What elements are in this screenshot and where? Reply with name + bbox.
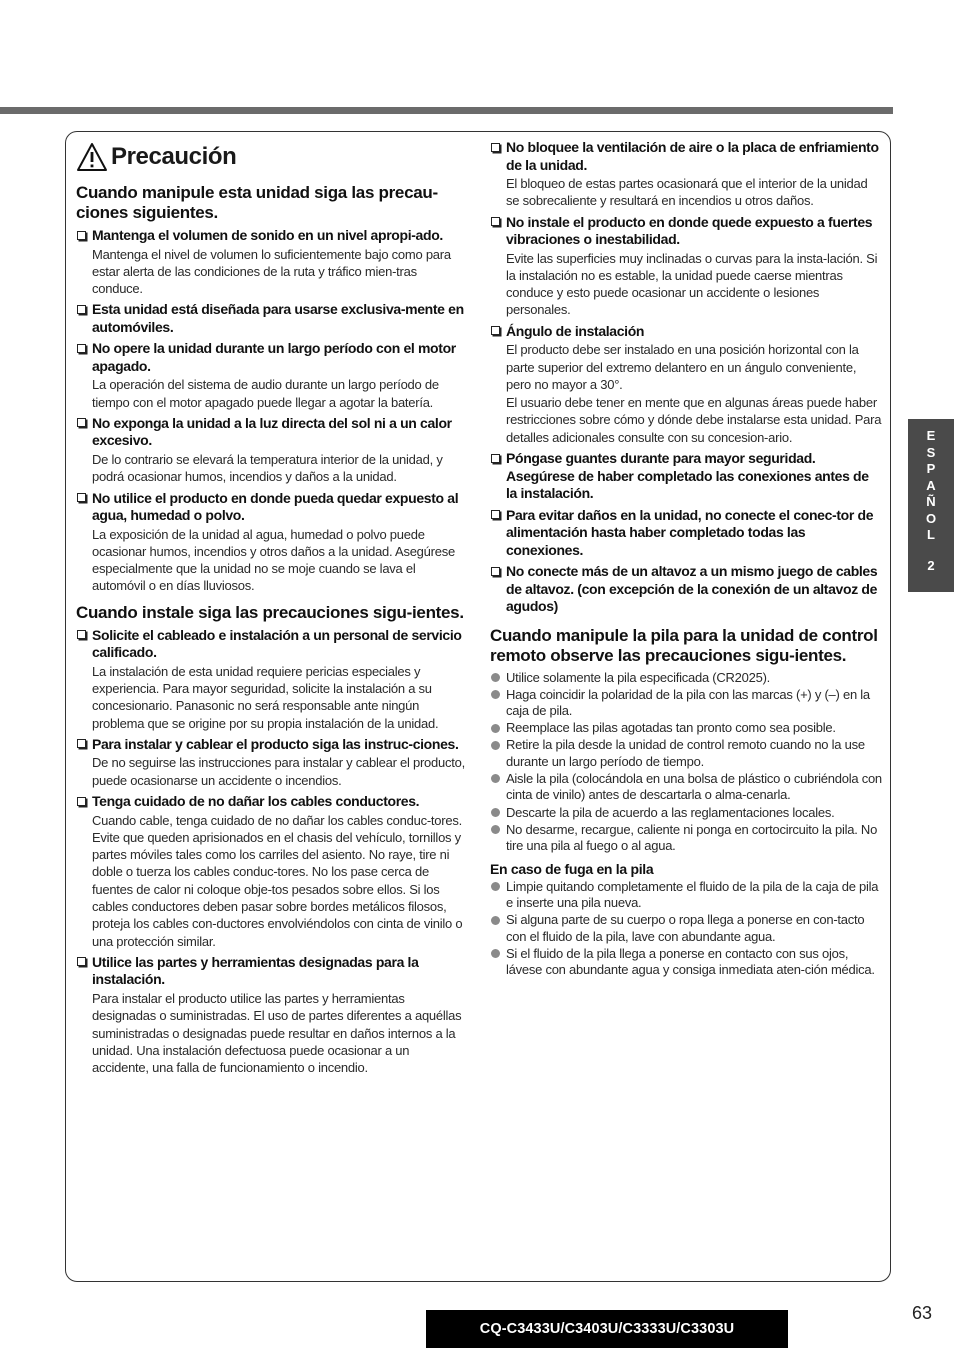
page-number: 63 [912, 1303, 933, 1323]
section-heading: Cuando instale siga las precauciones sigu-ientes. [76, 602, 464, 622]
battery-list [490, 670, 883, 855]
item-heading: No opere la unidad durante un largo período con el motor apagado. [92, 340, 456, 374]
list-item: No desarme, recargue, caliente ni ponga en cortocircuito la pila. No tire una pila al fuego o al agua. [490, 822, 883, 855]
item-heading: Tenga cuidado de no dañar los cables conductores. [92, 793, 420, 810]
item-body: Mantenga el nivel de volumen lo suficientemente bajo como para estar alerta de las condiciones de la ruta y tráfico mien-tras conduce. [92, 246, 451, 297]
item-heading: No bloquee la ventilación de aire o la placa de enfriamiento de la unidad. [506, 139, 879, 173]
item-heading: No conecte más de un altavoz a un mismo juego de cables de altavoz. (con excepción de la conexión de un altavoz de agudos) [506, 563, 878, 615]
caution-item [490, 507, 883, 560]
checkbox-icon [77, 797, 86, 806]
item-body: Evite las superficies muy inclinadas o curvas para la insta-lación. Si la instalación no es estable, la unidad puede caerse mientras conduce y esto puede ocasionar un accidente o lesiones personales. [506, 250, 878, 318]
checkbox-icon [491, 510, 500, 519]
top-rule [0, 107, 893, 114]
item-heading: Para evitar daños en la unidad, no conecte el conec-tor de alimentación hasta haber completado todas las conexiones. [506, 506, 874, 558]
page-title-text: Precaución [111, 143, 237, 170]
list-item: Si alguna parte de su cuerpo o ropa llega a ponerse en con-tacto con el fluido de la pila, lave con abundante agua. [490, 912, 883, 945]
caution-item [76, 627, 468, 732]
item-body: El producto debe ser instalado en una posición horizontal con la parte superior del extremo delantero en un ángulo conveniente, pero no mayor a 30°. [506, 342, 859, 392]
list-item: Haga coincidir la polaridad de la pila con las marcas (+) y (–) en la caja de pila. [490, 687, 883, 720]
item-heading: Póngase guantes durante para mayor seguridad. Asegúrese de haber completado las conexiones antes de la instalación. [506, 450, 869, 502]
item-heading: Ángulo de instalación [506, 322, 645, 339]
list-item: Si el fluido de la pila llega a ponerse en contacto con sus ojos, lávese con abundante agua y consiga inmediata aten-ción médica. [490, 946, 883, 979]
caution-item [490, 450, 883, 503]
bullet-dot-icon [491, 690, 500, 699]
bullet-dot-icon [491, 724, 500, 733]
section-installation [76, 603, 468, 1077]
list-item: Retire la pila desde la unidad de control remoto cuando no la use durante un largo período de tiempo. [490, 737, 883, 770]
bullet-dot-icon [491, 882, 500, 891]
caution-item [76, 490, 468, 595]
checkbox-icon [491, 326, 500, 335]
model-label: CQ-C3433U/C3403U/C3333U/C3303U [426, 1310, 788, 1348]
language-tab-number: 2 [927, 557, 935, 573]
checkbox-icon [77, 493, 86, 502]
checkbox-icon [491, 567, 500, 576]
caution-item [76, 793, 468, 950]
caution-item [76, 340, 468, 411]
item-heading: Mantenga el volumen de sonido en un nivel apropi-ado. [92, 227, 443, 243]
section-heading: Cuando manipule esta unidad siga las precau-ciones siguientes. [76, 183, 438, 222]
left-column [76, 142, 468, 1084]
leak-list [490, 879, 883, 979]
item-body: De lo contrario se elevará la temperatura interior de la unidad, y podrá ocasionar humos, incendios y daños a la unidad. [92, 451, 443, 485]
leak-heading: En caso de fuga en la pila [490, 860, 654, 877]
section-heading: Cuando manipule la pila para la unidad de control remoto observe las precauciones sigu-ientes. [490, 625, 878, 665]
section-handling [76, 183, 468, 595]
item-body: La exposición de la unidad al agua, humedad o polvo puede ocasionar humos, incendios y otros daños a la unidad. Asegúrese especialmente que la unidad no se moje cuando se lava el automóvil o en días lluviosos. [92, 526, 455, 594]
caution-item [76, 301, 468, 336]
list-item: Reemplace las pilas agotadas tan pronto como sea posible. [490, 720, 883, 737]
bullet-dot-icon [491, 774, 500, 783]
checkbox-icon [77, 305, 86, 314]
checkbox-icon [77, 957, 86, 966]
item-body: Para instalar el producto utilice las partes y herramientas designadas o suministradas. El uso de partes diferentes a aquéllas suministradas o designadas puede resultar en daños internos a la unidad. Una instalación defectuosa puede ocasionar a un accidente, una falla de funcionamiento o incendio. [92, 990, 462, 1076]
caution-item [490, 563, 883, 616]
caution-item [76, 227, 468, 297]
item-heading: Para instalar y cablear el producto siga las instruc-ciones. [92, 735, 459, 752]
item-heading: No utilice el producto en donde pueda quedar expuesto al agua, humedad o polvo. [92, 489, 459, 524]
caution-frame [65, 131, 891, 1282]
caution-item [76, 736, 468, 789]
checkbox-icon [491, 143, 500, 152]
checkbox-icon [77, 231, 86, 240]
bullet-dot-icon [491, 673, 500, 682]
item-body: El bloqueo de estas partes ocasionará que el interior de la unidad se sobrecaliente y resultará en incendios u otros daños. [506, 176, 868, 209]
checkbox-icon [77, 630, 86, 639]
item-body-extra: El usuario debe tener en mente que en algunas áreas puede haber restricciones sobre cómo y dónde debe instalarse esta unidad. Para detalles adicionales consulte con su concesion-ario. [506, 395, 882, 445]
bullet-dot-icon [491, 949, 500, 958]
warning-triangle-icon [76, 142, 108, 172]
item-heading: No instale el producto en donde quede expuesto a fuertes vibraciones o inestabilidad. [506, 213, 873, 248]
checkbox-icon [77, 344, 86, 353]
caution-item [76, 415, 468, 486]
item-heading: Solicite el cableado e instalación a un personal de servicio calificado. [92, 626, 462, 661]
bullet-dot-icon [491, 808, 500, 817]
caution-item [490, 214, 883, 319]
item-heading: Esta unidad está diseñada para usarse exclusiva-mente en automóviles. [92, 301, 464, 335]
checkbox-icon [491, 217, 500, 226]
item-body: La instalación de esta unidad requiere pericias especiales y experiencia. Para mayor seguridad, solicite la instalación a su concesionario. Panasonic no será responsable ante ningún problema que se origine por su propia instalación de la unidad. [92, 663, 439, 731]
bullet-dot-icon [491, 916, 500, 925]
item-body: Cuando cable, tenga cuidado de no dañar los cables conduc-tores. Evite que queden aprisionados en el chasis del vehículo, tornillos y partes móviles tales como los carriles del asiento. No raye, tire ni doble o tuerza los cables conduc-tores. No los pase cerca de fuentes de calor ni coloque obje-tos pesados sobre ellos. Si los cables conductores deben pasar sobre bordes metálicos filosos, proteja los cables con-ductores envolviéndolos con cinta de vinilo o una protección similar. [92, 812, 463, 949]
list-item: Utilice solamente la pila especificada (CR2025). [490, 670, 883, 687]
list-item: Descarte la pila de acuerdo a las reglamentaciones locales. [490, 805, 883, 822]
list-item: Aisle la pila (colocándola en una bolsa de plástico o cubriéndola con cinta de vinilo) antes de descartarla o alma-cenarla. [490, 771, 883, 804]
item-body: La operación del sistema de audio durante un largo período de tiempo con el motor apagado puede llegar a agotar la batería. [92, 377, 439, 410]
language-tab [908, 419, 954, 592]
bullet-dot-icon [491, 741, 500, 750]
section-battery [490, 626, 883, 979]
right-column [490, 139, 883, 987]
bullet-dot-icon [491, 825, 500, 834]
language-tab-letters: E S P A Ñ O L [925, 428, 937, 542]
page-title [76, 142, 468, 172]
checkbox-icon [77, 418, 86, 427]
list-item: Limpie quitando completamente el fluido de la pila de la caja de pila e inserte una pila nueva. [490, 879, 883, 912]
checkbox-icon [77, 739, 86, 748]
item-body: De no seguirse las instrucciones para instalar y cablear el producto, puede ocasionarse un accidente o incendios. [92, 755, 465, 788]
caution-item [490, 139, 883, 210]
item-heading: No exponga la unidad a la luz directa del sol ni a un calor excesivo. [92, 414, 452, 449]
item-heading: Utilice las partes y herramientas designadas para la instalación. [92, 953, 419, 988]
checkbox-icon [491, 454, 500, 463]
caution-item [76, 954, 468, 1076]
caution-item [490, 323, 883, 446]
